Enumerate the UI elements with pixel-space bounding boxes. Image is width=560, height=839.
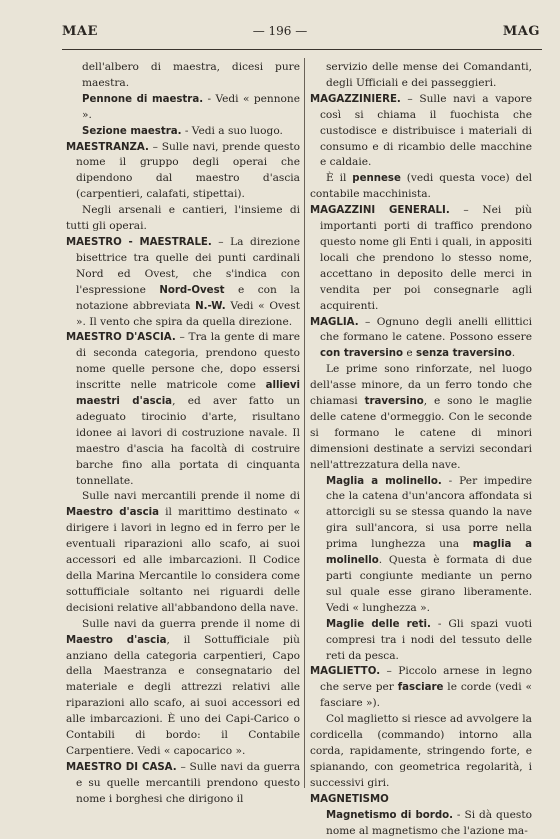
entry-magnetismo — [310, 792, 532, 808]
emphasis: Nord-Ovest — [159, 284, 225, 296]
entry-text: - Vedi a suo luogo. — [181, 124, 283, 137]
emphasis: Maestro d'ascia — [66, 507, 159, 519]
entry-term: MAGAZZINIERE. — [310, 93, 401, 105]
entry-text: – Piccolo arnese in legno che serve per — [320, 665, 532, 694]
entry-term: MAESTRANZA. — [66, 141, 149, 153]
entry-text: È il — [326, 172, 353, 185]
entry-maestro-maestrale — [66, 235, 300, 330]
entry-term: Maglia a molinello. — [326, 475, 442, 487]
entry-text: Negli arsenali e cantieri, l'insieme di tutti gli operai. — [66, 204, 300, 233]
page-header — [0, 24, 560, 50]
entry-term: Pennone di maestra. — [82, 93, 204, 105]
left-column — [66, 60, 301, 805]
emphasis: con traversino — [320, 348, 403, 360]
entry-term: Maglie delle reti. — [326, 618, 431, 630]
entry-text: Vedi « Ovest ». Il vento che spira da quella direzione. — [76, 299, 300, 328]
entry-text: – Sulle navi da guerra e su quelle mercantili prendono questo nome i borghesi che dirigono il — [76, 760, 301, 805]
entry-maestro-di-casa — [66, 760, 300, 808]
entry-term: MAESTRO D'ASCIA. — [66, 332, 176, 344]
entry-paragraph — [310, 362, 532, 473]
emphasis: N.-W. — [195, 300, 226, 312]
entry-text: - Vedi « pennone ». — [82, 92, 300, 121]
entry-maglietto — [310, 664, 532, 712]
entry-text: . Questa è formata di due parti congiunte mediante un perno sul quale esse girano liberamente. Vedi « lunghezza ». — [326, 554, 532, 614]
entry-term: MAGLIETTO. — [310, 666, 381, 678]
entry-text: – Ognuno degli anelli ellittici che formano le catene. Possono essere — [320, 315, 532, 344]
emphasis: senza traversino — [416, 348, 512, 360]
entry-paragraph — [66, 617, 300, 760]
entry-text: (vedi questa voce) del contabile macchinista. — [310, 172, 532, 201]
entry-term: MAGNETISMO — [310, 793, 389, 805]
column-divider — [304, 58, 305, 788]
entry-maestranza — [66, 140, 300, 204]
entry-text: Le prime sono rinforzate, nel luogo dell'asse minore, da un ferro tondo che chiamasi — [310, 363, 532, 408]
entry-text: – La direzione bisettrice tra quelle dei punti cardinali Nord ed Ovest, che s'indica con l'espressione — [76, 235, 300, 296]
entry-text: Sulle navi da guerra prende il nome di — [82, 617, 300, 630]
entry-text: il marittimo destinato « dirigere i lavori in legno ed in ferro per le eventuali riparazioni allo scafo, ai suoi accessori ed alle imbarcazioni. Il Codice della Marina Mercantile lo considera come sottufficiale soltanto nei riguardi delle decisioni relative all'abbandono della nave. — [66, 506, 300, 614]
entry-text: , ed aver fatto un adeguato tirocinio d'arte, risultano idonee ai lavori di costruzione navale. Il maestro d'ascia ha facoltà di costruire barche fino alla portata di cinquanta tonnellate. — [76, 395, 300, 487]
subentry-magnetismo-di-bordo — [310, 808, 532, 839]
entry-magazziniere — [310, 92, 532, 172]
entry-paragraph — [66, 489, 300, 616]
entry-text: Col maglietto si riesce ad avvolgere la cordicella (commando) intorno alla corda, rapidamente, stringendo forte, e spianando, con geometrica regolarità, i successivi giri. — [310, 713, 532, 789]
entry-term: MAESTRO DI CASA. — [66, 761, 177, 773]
right-column — [310, 60, 533, 837]
emphasis: maglia a molinello — [326, 539, 533, 567]
entry-term: Magnetismo di bordo. — [326, 809, 453, 821]
entry-text: e con la notazione abbreviata — [76, 283, 300, 312]
entry-text: , il Sottufficiale più anziano della categoria carpentieri, Capo della Maestranza e consegnatario del materiale e degli attrezzi relativi alle riparazioni allo scafo, ai suoi accessori ed alle imbarcazioni. È uno dei Capi-Carico o Contabili di bordo: il Contabile Carpentiere. Vedi « capocarico ». — [66, 633, 300, 757]
entry-text: – Sulle navi a vapore così si chiama il fuochista che custodisce e distribuisce i materiali di consumo e di ricambio delle macchine e caldaie. — [320, 92, 532, 169]
header-left-guideword: MAE — [62, 24, 98, 39]
subentry-maglie-delle-reti — [310, 617, 532, 665]
emphasis: pennese — [352, 173, 401, 185]
entry-term: Sezione maestra. — [82, 125, 182, 137]
entry-text: dell'albero di maestra, dicesi pure maestra. — [82, 61, 300, 89]
entry-text: servizio delle mense dei Comandanti, degli Ufficiali e dei passeggieri. — [326, 61, 532, 89]
entry-text: le corde (vedi « fasciare »). — [320, 681, 532, 710]
entry-text: – Nei più importanti porti di traffico prendono questo nome gli Enti i quali, in appositi locali che prendono lo stesso nome, accettano in deposito delle merci in vendita per poi consegnarle agli acquirenti. — [320, 204, 532, 312]
subentry-maglia-a-molinello — [310, 474, 532, 617]
entry-magazzini-generali — [310, 203, 532, 314]
header-rule — [62, 49, 542, 50]
entry-term: MAGLIA. — [310, 316, 359, 328]
page-number: — 196 — — [252, 24, 308, 38]
entry-maglia — [310, 315, 532, 363]
emphasis: fasciare — [397, 682, 444, 694]
entry-paragraph — [310, 171, 532, 203]
entry-text: - Per impedire che la catena d'un'ancora affondata si attorcigli su se stessa quando la nave gira sull'ancora, si usa porre nella prima lunghezza una — [326, 474, 533, 551]
entry-term: MAGAZZINI GENERALI. — [310, 205, 450, 217]
entry-text: . — [511, 347, 516, 360]
entry-term: MAESTRO - MAESTRALE. — [66, 236, 212, 248]
entry-text: – Sulle navi, prende questo nome il gruppo degli operai che dipendono dal maestro d'ascia (carpentieri, calafati, stipettai). — [76, 140, 300, 201]
entry-text: - Si dà questo nome al magnetismo che l'azione ma- — [326, 808, 532, 837]
entry-text: e — [403, 347, 417, 360]
subentry-pennone-di-maestra — [66, 92, 300, 124]
emphasis: traversino — [364, 396, 424, 408]
emphasis: allievi maestri d'ascia — [76, 380, 300, 408]
entry-maestro-d-ascia — [66, 330, 300, 489]
subentry-sezione-maestra — [66, 124, 300, 140]
entry-text: Sulle navi mercantili prende il nome di — [82, 490, 300, 503]
entry-text: – Tra la gente di mare di seconda categoria, prendono questo nome quelle persone che, dopo essersi inscritte nelle matricole come — [76, 331, 301, 392]
emphasis: Maestro d'ascia — [66, 634, 167, 646]
entry-text: , e sono le maglie delle catene d'ormeggio. Con le seconde si formano le catene di minori dimensioni destinate a servizi secondari nell'attrezzatura della nave. — [310, 395, 533, 471]
header-right-guideword: MAG — [502, 24, 540, 39]
entry-text: - Gli spazi vuoti compresi tra i nodi del tessuto delle reti da pesca. — [326, 617, 532, 662]
